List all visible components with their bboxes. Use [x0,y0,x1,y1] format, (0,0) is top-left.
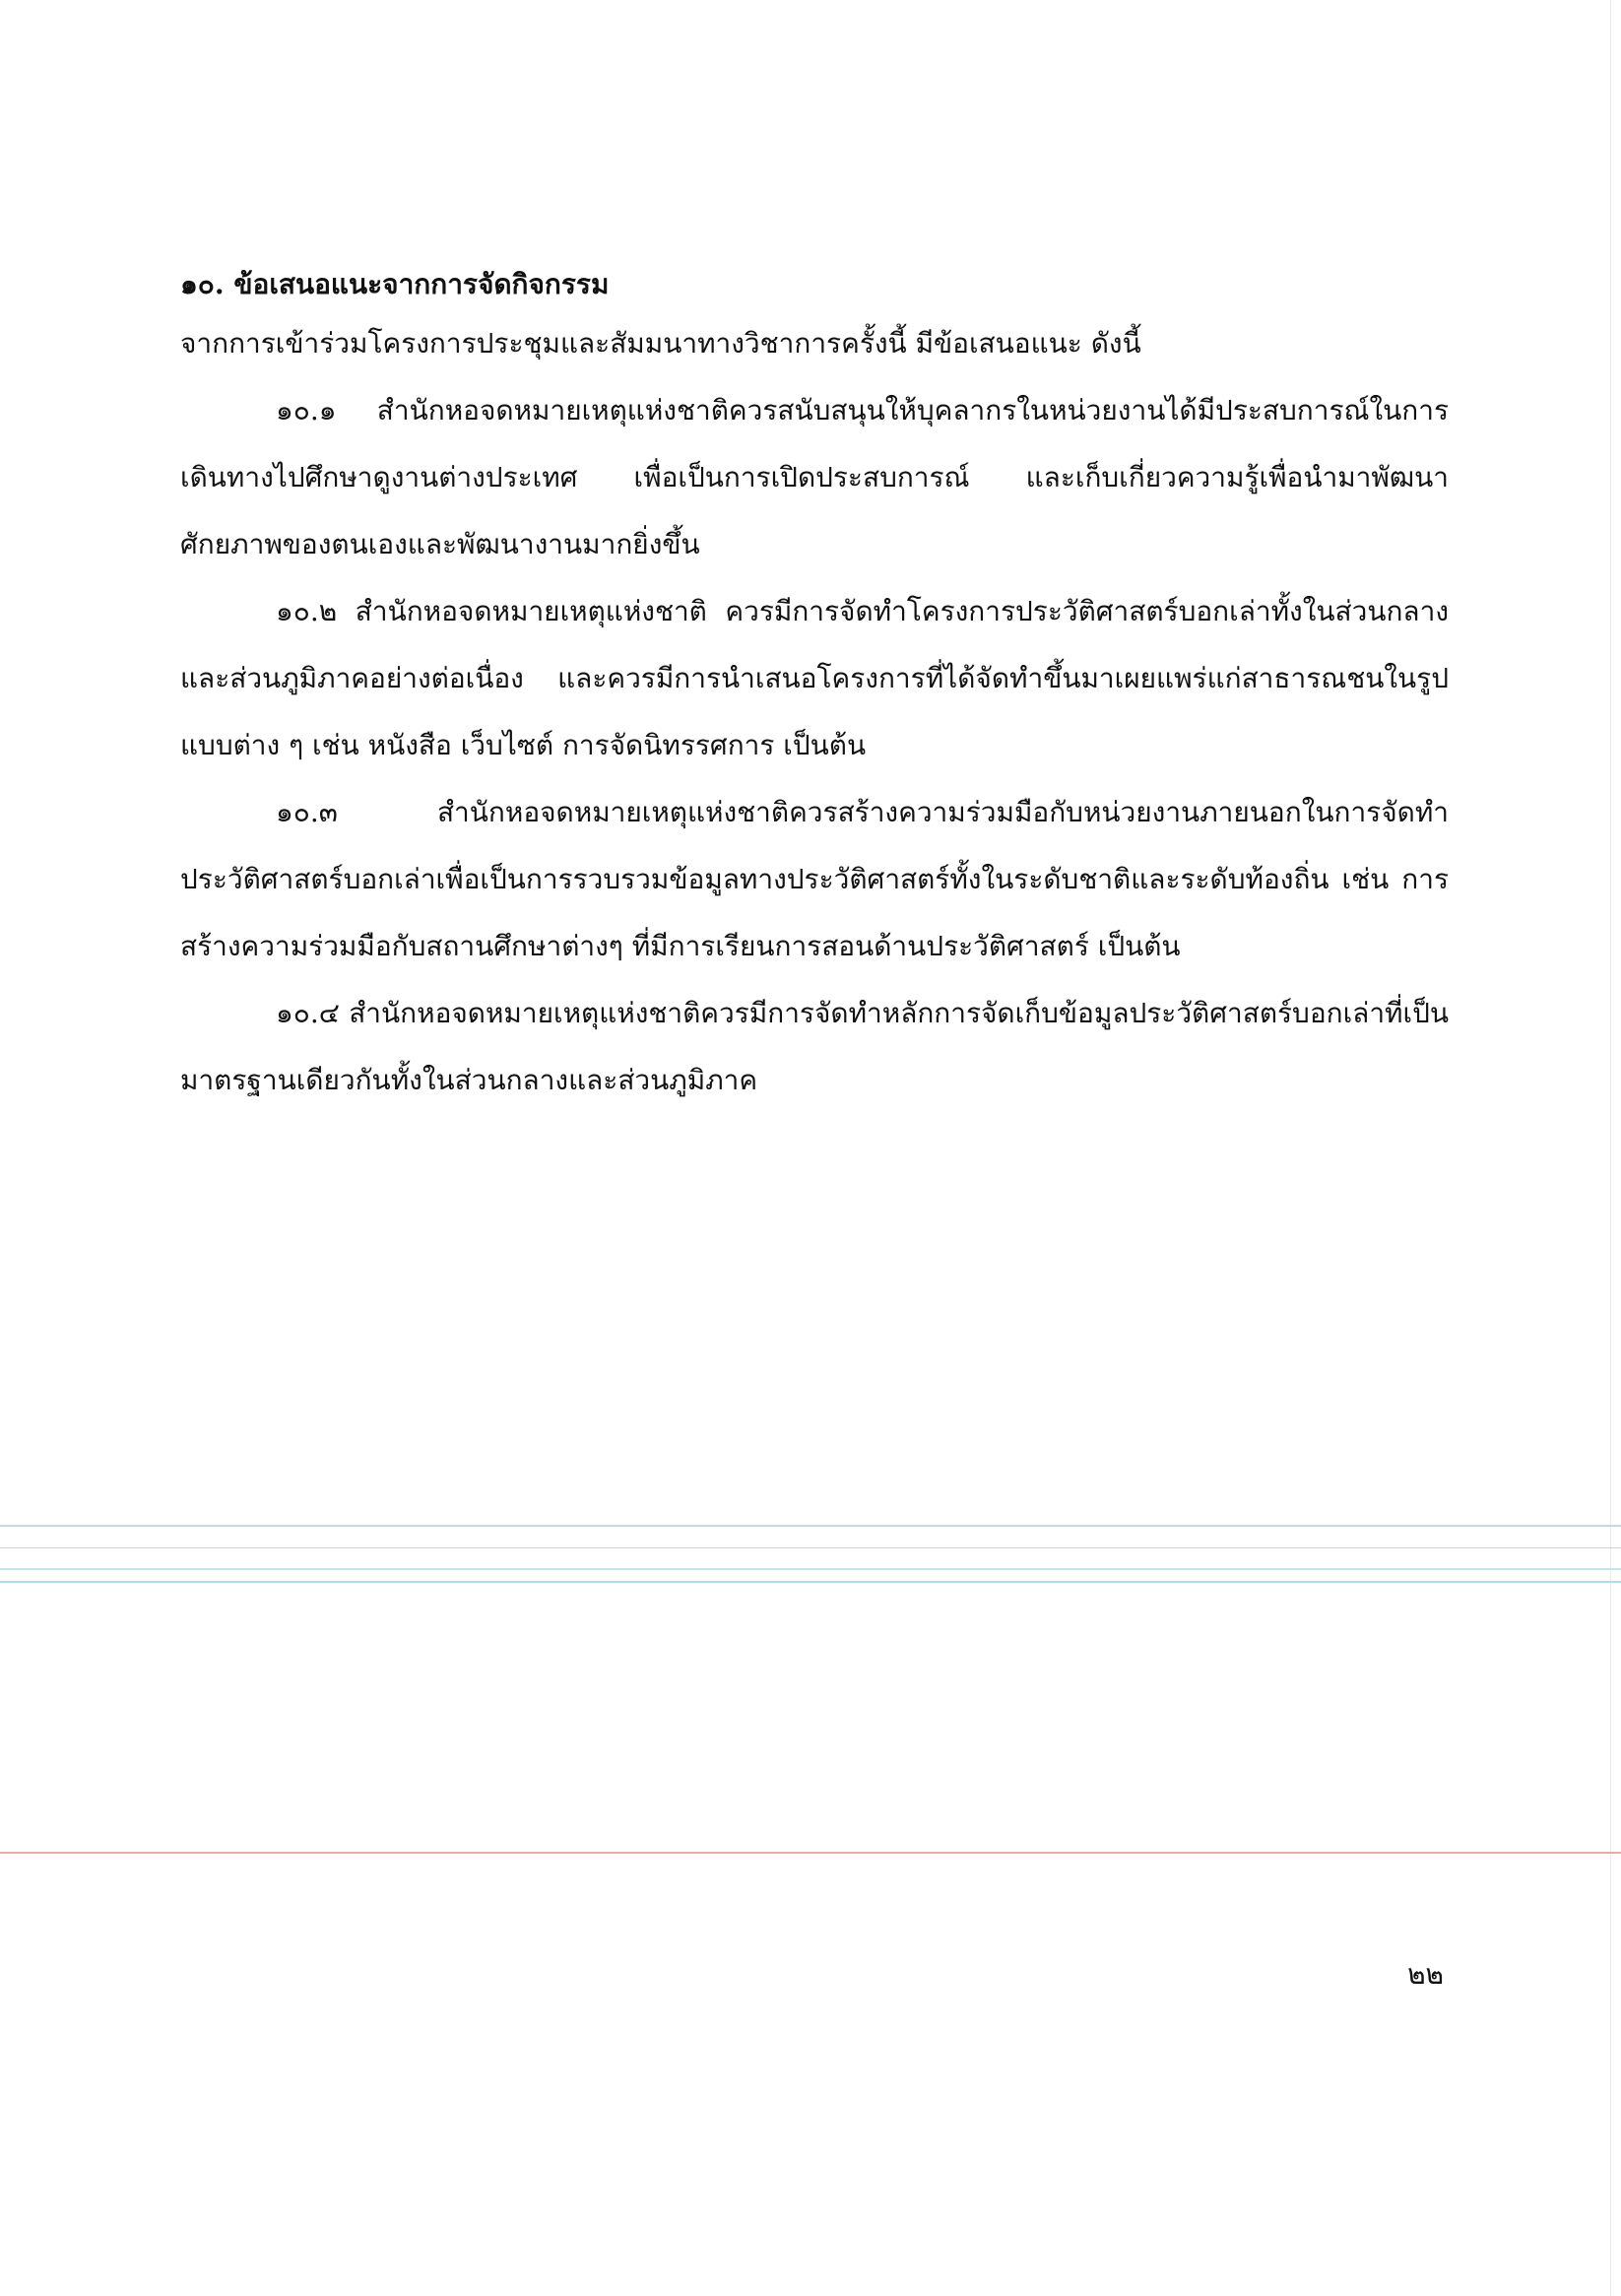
recommendation-10-4: ๑๐.๔ สำนักหอจดหมายเหตุแห่งชาติควรมีการจัดทำหลักการจัดเก็บข้อมูลประวัติศาสตร์บอกเล่าที่เป็นมาตรฐานเดียวกันทั้งในส่วนกลางและส่วนภูมิภาค [180,997,1449,1096]
page-number: ๒๒ [1407,1958,1444,1991]
recommendation-10-3: ๑๐.๓ สำนักหอจดหมายเหตุแห่งชาติควรสร้างความร่วมมือกับหน่วยงานภายนอกในการจัดทำประวัติศาสตร์บอกเล่าเพื่อเป็นการรวบรวมข้อมูลทางประวัติศาสตร์ทั้งในระดับชาติและระดับท้องถิ่น เช่น การสร้างความร่วมมือกับสถานศึกษาต่างๆ ที่มีการเรียนการสอนด้านประวัติศาสตร์ เป็นต้น [180,796,1449,962]
recommendation-10-1: ๑๐.๑ สำนักหอจดหมายเหตุแห่งชาติควรสนับสนุนให้บุคลากรในหน่วยงานได้มีประสบการณ์ในการเดินทางไปศึกษาดูงานต่างประเทศ เพื่อเป็นการเปิดประสบการณ์ และเก็บเกี่ยวความรู้เพื่อนำมาพัฒนาศักยภาพของตนเองและพัฒนางานมากยิ่งขึ้น [180,394,1449,560]
scan-line [0,1852,1621,1854]
scan-line [0,1568,1621,1570]
scan-line [0,1525,1621,1527]
scan-line [0,1581,1621,1583]
recommendation-10-2: ๑๐.๒ สำนักหอจดหมายเหตุแห่งชาติ ควรมีการจัดทำโครงการประวัติศาสตร์บอกเล่าทั้งในส่วนกลางและส่วนภูมิภาคอย่างต่อเนื่อง และควรมีการนำเสนอโครงการที่ได้จัดทำขึ้นมาเผยแพร่แก่สาธารณชนในรูปแบบต่าง ๆ เช่น หนังสือ เว็บไซต์ การจัดนิทรรศการ เป็นต้น [180,595,1449,761]
page-right-edge [1610,0,1611,2296]
document-content [180,258,1449,1114]
scan-line [0,1547,1621,1548]
section-intro: จากการเข้าร่วมโครงการประชุมและสัมมนาทางวิชาการครั้งนี้ มีข้อเสนอแนะ ดังนี้ [180,327,1141,360]
section-heading: ๑๐. ข้อเสนอแนะจากการจัดกิจกรรม [180,268,610,300]
